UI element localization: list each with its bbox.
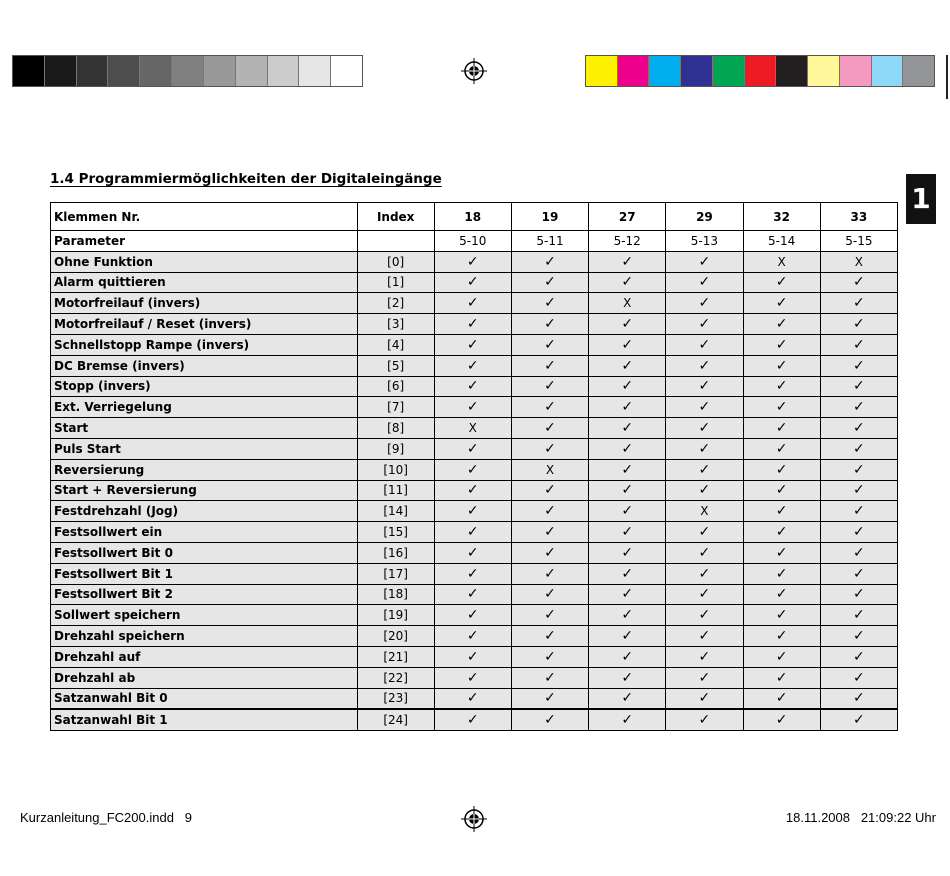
check-mark-icon: ✓ [434, 563, 511, 584]
function-name: Stopp (invers) [51, 376, 358, 397]
function-name: Motorfreilauf / Reset (invers) [51, 314, 358, 335]
check-mark-icon: ✓ [511, 314, 588, 335]
function-index: [19] [357, 605, 434, 626]
function-index: [21] [357, 646, 434, 667]
check-mark-icon: ✓ [666, 293, 743, 314]
not-supported-mark: X [434, 418, 511, 439]
check-mark-icon: ✓ [820, 418, 897, 439]
registration-mark-icon [461, 58, 487, 84]
check-mark-icon: ✓ [666, 376, 743, 397]
check-mark-icon: ✓ [666, 522, 743, 543]
check-mark-icon: ✓ [434, 251, 511, 272]
table-row [51, 314, 898, 335]
check-mark-icon: ✓ [511, 688, 588, 709]
function-name: Sollwert speichern [51, 605, 358, 626]
check-mark-icon: ✓ [820, 584, 897, 605]
check-mark-icon: ✓ [434, 334, 511, 355]
check-mark-icon: ✓ [743, 542, 820, 563]
check-mark-icon: ✓ [511, 355, 588, 376]
check-mark-icon: ✓ [589, 605, 666, 626]
check-mark-icon: ✓ [820, 314, 897, 335]
check-mark-icon: ✓ [589, 480, 666, 501]
check-mark-icon: ✓ [589, 646, 666, 667]
check-mark-icon: ✓ [511, 646, 588, 667]
check-mark-icon: ✓ [511, 667, 588, 688]
check-mark-icon: ✓ [511, 563, 588, 584]
parameter-cell: 5-13 [666, 231, 743, 252]
function-index: [6] [357, 376, 434, 397]
function-name: Drehzahl auf [51, 646, 358, 667]
check-mark-icon: ✓ [743, 334, 820, 355]
parameter-cell: 5-12 [589, 231, 666, 252]
table-row [51, 501, 898, 522]
check-mark-icon: ✓ [743, 397, 820, 418]
check-mark-icon: ✓ [511, 584, 588, 605]
function-name: Puls Start [51, 438, 358, 459]
function-name: Festsollwert ein [51, 522, 358, 543]
check-mark-icon: ✓ [743, 688, 820, 709]
check-mark-icon: ✓ [434, 584, 511, 605]
check-mark-icon: ✓ [589, 709, 666, 730]
header-terminal: 19 [511, 203, 588, 231]
table-row [51, 563, 898, 584]
not-supported-mark: X [589, 293, 666, 314]
color-swatch [681, 56, 713, 86]
function-index: [11] [357, 480, 434, 501]
check-mark-icon: ✓ [589, 314, 666, 335]
color-swatch [268, 56, 300, 86]
function-name: DC Bremse (invers) [51, 355, 358, 376]
check-mark-icon: ✓ [820, 334, 897, 355]
function-index: [0] [357, 251, 434, 272]
function-index: [15] [357, 522, 434, 543]
header-terminal: 18 [434, 203, 511, 231]
not-supported-mark: X [666, 501, 743, 522]
check-mark-icon: ✓ [589, 397, 666, 418]
table-row [51, 646, 898, 667]
check-mark-icon: ✓ [434, 667, 511, 688]
check-mark-icon: ✓ [820, 355, 897, 376]
check-mark-icon: ✓ [511, 542, 588, 563]
function-index: [20] [357, 626, 434, 647]
table-row [51, 584, 898, 605]
check-mark-icon: ✓ [666, 334, 743, 355]
function-index: [16] [357, 542, 434, 563]
check-mark-icon: ✓ [820, 688, 897, 709]
check-mark-icon: ✓ [743, 605, 820, 626]
function-name: Satzanwahl Bit 0 [51, 688, 358, 709]
header-index: Index [357, 203, 434, 231]
color-swatch [745, 56, 777, 86]
check-mark-icon: ✓ [666, 563, 743, 584]
check-mark-icon: ✓ [666, 584, 743, 605]
check-mark-icon: ✓ [820, 542, 897, 563]
table-row [51, 418, 898, 439]
check-mark-icon: ✓ [434, 293, 511, 314]
check-mark-icon: ✓ [434, 646, 511, 667]
function-name: Start + Reversierung [51, 480, 358, 501]
function-index: [2] [357, 293, 434, 314]
check-mark-icon: ✓ [434, 397, 511, 418]
check-mark-icon: ✓ [820, 626, 897, 647]
parameter-cell [357, 231, 434, 252]
check-mark-icon: ✓ [589, 584, 666, 605]
function-index: [4] [357, 334, 434, 355]
function-index: [7] [357, 397, 434, 418]
color-swatch [713, 56, 745, 86]
check-mark-icon: ✓ [511, 501, 588, 522]
check-mark-icon: ✓ [511, 438, 588, 459]
table-row [51, 355, 898, 376]
function-name: Schnellstopp Rampe (invers) [51, 334, 358, 355]
page-trim-line [946, 55, 948, 99]
function-index: [23] [357, 688, 434, 709]
process-color-bar [585, 55, 935, 87]
check-mark-icon: ✓ [743, 438, 820, 459]
check-mark-icon: ✓ [743, 480, 820, 501]
check-mark-icon: ✓ [666, 542, 743, 563]
check-mark-icon: ✓ [511, 251, 588, 272]
check-mark-icon: ✓ [589, 522, 666, 543]
check-mark-icon: ✓ [666, 480, 743, 501]
check-mark-icon: ✓ [434, 688, 511, 709]
color-swatch [77, 56, 109, 86]
color-swatch [903, 56, 934, 86]
check-mark-icon: ✓ [820, 605, 897, 626]
check-mark-icon: ✓ [434, 376, 511, 397]
check-mark-icon: ✓ [820, 563, 897, 584]
table-header-row [51, 203, 898, 231]
check-mark-icon: ✓ [434, 501, 511, 522]
header-terminal: 32 [743, 203, 820, 231]
function-index: [17] [357, 563, 434, 584]
function-index: [18] [357, 584, 434, 605]
not-supported-mark: X [511, 459, 588, 480]
check-mark-icon: ✓ [820, 522, 897, 543]
color-swatch [204, 56, 236, 86]
function-name: Ohne Funktion [51, 251, 358, 272]
color-swatch [808, 56, 840, 86]
check-mark-icon: ✓ [743, 459, 820, 480]
check-mark-icon: ✓ [434, 459, 511, 480]
color-swatch [108, 56, 140, 86]
table-row [51, 334, 898, 355]
header-terminal: 33 [820, 203, 897, 231]
check-mark-icon: ✓ [666, 709, 743, 730]
check-mark-icon: ✓ [666, 688, 743, 709]
check-mark-icon: ✓ [743, 584, 820, 605]
parameter-row [51, 231, 898, 252]
check-mark-icon: ✓ [820, 646, 897, 667]
check-mark-icon: ✓ [743, 501, 820, 522]
check-mark-icon: ✓ [820, 480, 897, 501]
check-mark-icon: ✓ [511, 605, 588, 626]
not-supported-mark: X [743, 251, 820, 272]
check-mark-icon: ✓ [511, 480, 588, 501]
color-swatch [840, 56, 872, 86]
check-mark-icon: ✓ [820, 376, 897, 397]
color-swatch [618, 56, 650, 86]
parameter-cell: 5-11 [511, 231, 588, 252]
check-mark-icon: ✓ [589, 418, 666, 439]
check-mark-icon: ✓ [666, 438, 743, 459]
check-mark-icon: ✓ [743, 709, 820, 730]
check-mark-icon: ✓ [511, 334, 588, 355]
check-mark-icon: ✓ [511, 397, 588, 418]
check-mark-icon: ✓ [434, 709, 511, 730]
check-mark-icon: ✓ [743, 293, 820, 314]
check-mark-icon: ✓ [820, 667, 897, 688]
table-row [51, 293, 898, 314]
check-mark-icon: ✓ [511, 709, 588, 730]
digital-inputs-table [50, 202, 898, 731]
check-mark-icon: ✓ [511, 293, 588, 314]
parameter-cell: 5-15 [820, 231, 897, 252]
check-mark-icon: ✓ [743, 563, 820, 584]
color-swatch [776, 56, 808, 86]
check-mark-icon: ✓ [666, 626, 743, 647]
check-mark-icon: ✓ [434, 438, 511, 459]
function-index: [8] [357, 418, 434, 439]
table-row [51, 522, 898, 543]
color-swatch [140, 56, 172, 86]
check-mark-icon: ✓ [666, 418, 743, 439]
header-terminal: 29 [666, 203, 743, 231]
table-row [51, 480, 898, 501]
check-mark-icon: ✓ [434, 314, 511, 335]
function-name: Drehzahl ab [51, 667, 358, 688]
check-mark-icon: ✓ [820, 459, 897, 480]
table-row [51, 667, 898, 688]
table-row [51, 438, 898, 459]
parameter-cell: 5-14 [743, 231, 820, 252]
check-mark-icon: ✓ [666, 355, 743, 376]
function-name: Drehzahl speichern [51, 626, 358, 647]
function-index: [24] [357, 709, 434, 730]
footer-timestamp: 18.11.2008 21:09:22 Uhr [785, 810, 936, 825]
check-mark-icon: ✓ [589, 272, 666, 293]
table-row [51, 397, 898, 418]
section-heading: 1.4 Programmiermöglichkeiten der Digitaleingänge [50, 171, 442, 187]
table-row [51, 376, 898, 397]
check-mark-icon: ✓ [589, 667, 666, 688]
check-mark-icon: ✓ [589, 355, 666, 376]
function-name: Reversierung [51, 459, 358, 480]
check-mark-icon: ✓ [434, 355, 511, 376]
check-mark-icon: ✓ [589, 459, 666, 480]
table-row [51, 688, 898, 709]
grayscale-color-bar [12, 55, 363, 87]
color-swatch [45, 56, 77, 86]
check-mark-icon: ✓ [666, 667, 743, 688]
section-tab: 1 [906, 174, 936, 224]
color-swatch [331, 56, 362, 86]
check-mark-icon: ✓ [434, 522, 511, 543]
check-mark-icon: ✓ [743, 418, 820, 439]
check-mark-icon: ✓ [511, 522, 588, 543]
check-mark-icon: ✓ [589, 688, 666, 709]
function-index: [1] [357, 272, 434, 293]
check-mark-icon: ✓ [511, 418, 588, 439]
check-mark-icon: ✓ [743, 376, 820, 397]
function-name: Festsollwert Bit 1 [51, 563, 358, 584]
check-mark-icon: ✓ [743, 522, 820, 543]
function-index: [14] [357, 501, 434, 522]
check-mark-icon: ✓ [434, 272, 511, 293]
function-name: Festsollwert Bit 2 [51, 584, 358, 605]
check-mark-icon: ✓ [434, 605, 511, 626]
function-index: [22] [357, 667, 434, 688]
function-name: Ext. Verriegelung [51, 397, 358, 418]
function-name: Satzanwahl Bit 1 [51, 709, 358, 730]
check-mark-icon: ✓ [666, 272, 743, 293]
header-terminal: 27 [589, 203, 666, 231]
check-mark-icon: ✓ [589, 542, 666, 563]
color-swatch [172, 56, 204, 86]
color-swatch [299, 56, 331, 86]
check-mark-icon: ✓ [589, 438, 666, 459]
color-swatch [236, 56, 268, 86]
color-swatch [586, 56, 618, 86]
function-index: [10] [357, 459, 434, 480]
check-mark-icon: ✓ [743, 667, 820, 688]
check-mark-icon: ✓ [820, 438, 897, 459]
table-row [51, 626, 898, 647]
function-name: Alarm quittieren [51, 272, 358, 293]
header-klemmen: Klemmen Nr. [51, 203, 358, 231]
check-mark-icon: ✓ [434, 626, 511, 647]
table-row [51, 605, 898, 626]
table-row [51, 542, 898, 563]
check-mark-icon: ✓ [589, 563, 666, 584]
check-mark-icon: ✓ [820, 501, 897, 522]
color-swatch [872, 56, 904, 86]
check-mark-icon: ✓ [820, 397, 897, 418]
check-mark-icon: ✓ [666, 605, 743, 626]
check-mark-icon: ✓ [666, 646, 743, 667]
check-mark-icon: ✓ [511, 272, 588, 293]
parameter-label: Parameter [51, 231, 358, 252]
check-mark-icon: ✓ [511, 626, 588, 647]
table-row [51, 459, 898, 480]
function-name: Motorfreilauf (invers) [51, 293, 358, 314]
check-mark-icon: ✓ [743, 355, 820, 376]
check-mark-icon: ✓ [820, 709, 897, 730]
function-index: [5] [357, 355, 434, 376]
function-index: [3] [357, 314, 434, 335]
check-mark-icon: ✓ [666, 314, 743, 335]
check-mark-icon: ✓ [820, 293, 897, 314]
check-mark-icon: ✓ [434, 542, 511, 563]
check-mark-icon: ✓ [589, 501, 666, 522]
check-mark-icon: ✓ [666, 459, 743, 480]
check-mark-icon: ✓ [589, 334, 666, 355]
footer-filename: Kurzanleitung_FC200.indd 9 [20, 810, 193, 825]
check-mark-icon: ✓ [743, 646, 820, 667]
check-mark-icon: ✓ [743, 272, 820, 293]
registration-mark-icon [461, 806, 487, 832]
function-name: Festdrehzahl (Jog) [51, 501, 358, 522]
check-mark-icon: ✓ [743, 626, 820, 647]
check-mark-icon: ✓ [743, 314, 820, 335]
function-name: Festsollwert Bit 0 [51, 542, 358, 563]
not-supported-mark: X [820, 251, 897, 272]
check-mark-icon: ✓ [589, 626, 666, 647]
color-swatch [13, 56, 45, 86]
color-swatch [649, 56, 681, 86]
table-row [51, 709, 898, 730]
check-mark-icon: ✓ [434, 480, 511, 501]
check-mark-icon: ✓ [666, 397, 743, 418]
check-mark-icon: ✓ [820, 272, 897, 293]
check-mark-icon: ✓ [666, 251, 743, 272]
check-mark-icon: ✓ [511, 376, 588, 397]
function-index: [9] [357, 438, 434, 459]
table-row [51, 272, 898, 293]
table-row [51, 251, 898, 272]
function-name: Start [51, 418, 358, 439]
check-mark-icon: ✓ [589, 376, 666, 397]
check-mark-icon: ✓ [589, 251, 666, 272]
parameter-cell: 5-10 [434, 231, 511, 252]
